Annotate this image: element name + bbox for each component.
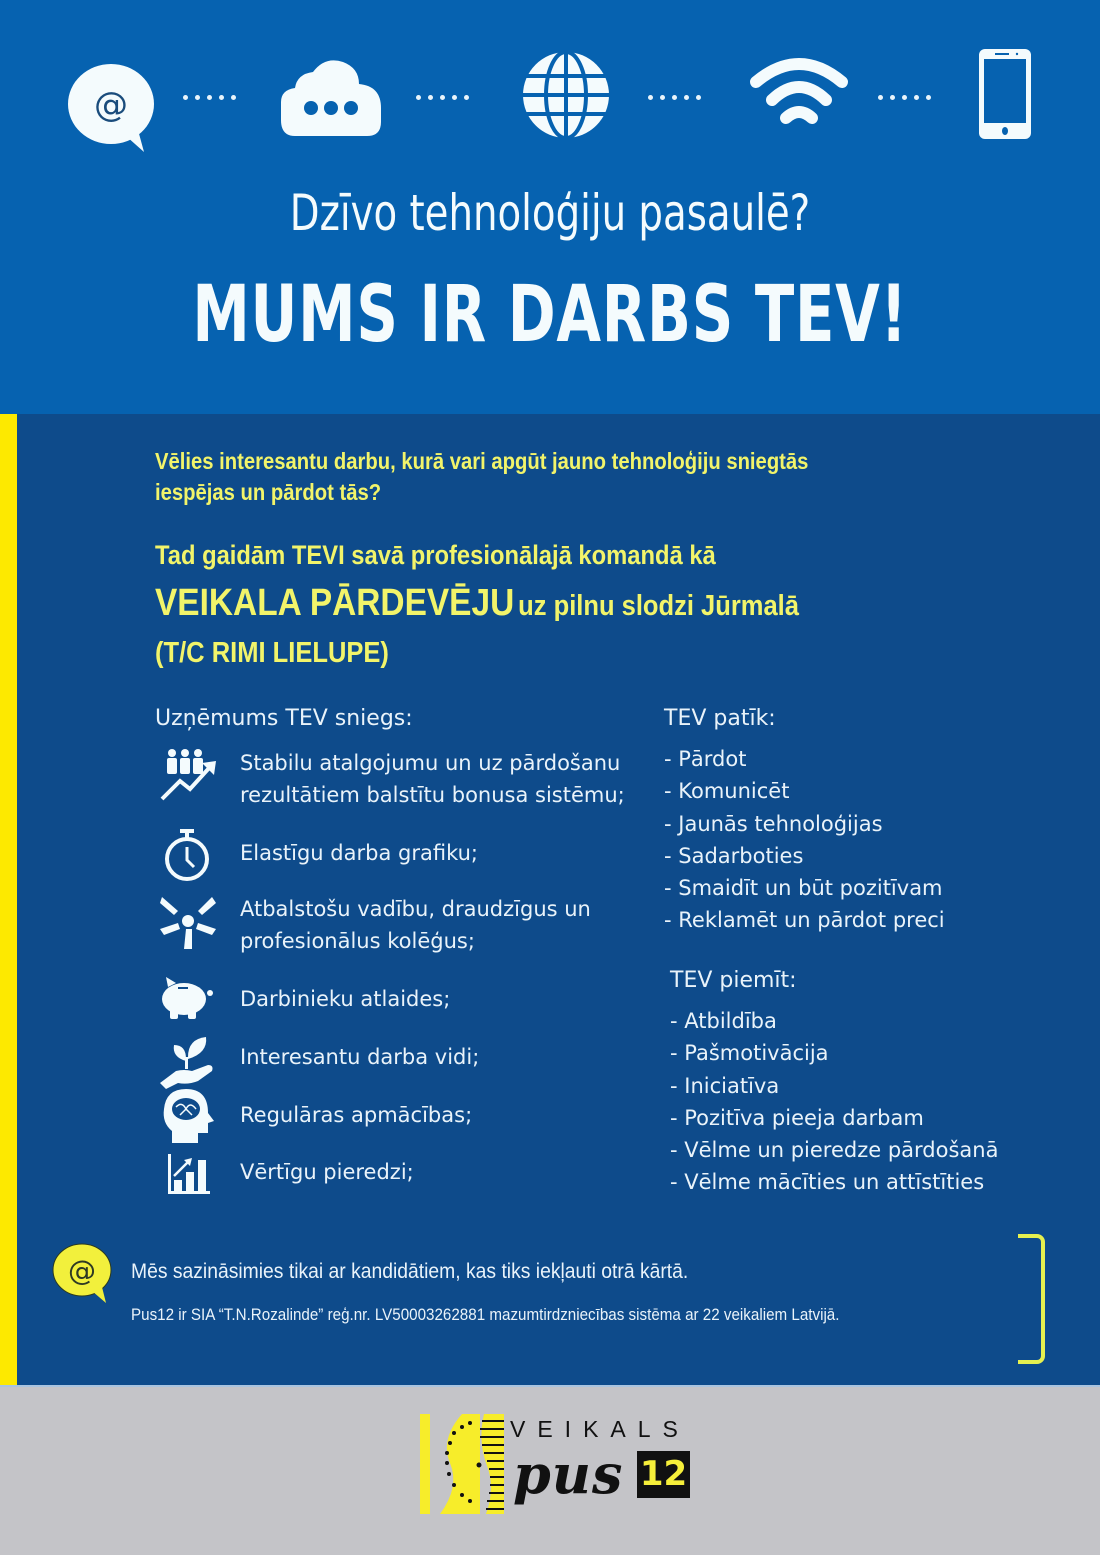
job-location: (T/C RIMI LIELUPE)	[155, 637, 389, 669]
email-at-bubble-icon	[52, 1243, 114, 1303]
cloud-chat-icon	[281, 56, 381, 136]
likes-item: - Smaidīt un būt pozitīvam	[664, 876, 943, 901]
intro-question: Vēlies interesantu darbu, kurā vari apgūt jauno tehnoloģiju sniegtās iespējas un pārdot tās?	[155, 448, 809, 505]
role-heading	[155, 582, 799, 625]
likes-title: TEV patīk:	[664, 706, 776, 731]
traits-item: - Pozitīva pieeja darbam	[670, 1105, 924, 1130]
company-info: Pus12 ir SIA “T.N.Rozalinde” reģ.nr. LV50003262881 mazumtirdzniecības sistēma ar 22 veikaliem Latvijā.	[131, 1306, 840, 1324]
likes-item: - Pārdot	[664, 747, 747, 771]
offer-text: Atbalstošu vadību, draudzīgus un profesionālus kolēģus;	[240, 897, 591, 953]
headline-main: MUMS IR DARBS TEV!	[192, 270, 908, 360]
stopwatch-icon	[158, 827, 218, 883]
offer-text: Vērtīgu pieredzi;	[240, 1160, 414, 1184]
growth-chart-icon	[158, 1152, 218, 1208]
contact-note: Mēs sazināsimies tikai ar kandidātiem, kas tiks iekļauti otrā kārtā.	[131, 1260, 689, 1283]
hand-plant-icon	[158, 1033, 218, 1089]
tech-icons-row	[0, 48, 1100, 148]
offer-text: Darbinieku atlaides;	[240, 987, 451, 1011]
role-suffix: uz pilnu slodzi Jūrmalā	[518, 590, 799, 622]
traits-item: - Atbildība	[670, 1009, 777, 1033]
team-hands-icon	[158, 893, 218, 949]
headline-question: Dzīvo tehnoloģiju pasaulē?	[289, 184, 811, 242]
traits-item: - Pašmotivācija	[670, 1041, 829, 1066]
wifi-icon	[748, 56, 850, 124]
offers-title: Uzņēmums TEV sniegs:	[155, 706, 413, 731]
globe-icon	[522, 51, 610, 139]
people-growth-icon	[158, 747, 218, 803]
traits-item: - Vēlme mācīties un attīstīties	[670, 1170, 985, 1195]
likes-list	[664, 743, 945, 937]
logo-brand: pus	[513, 1442, 624, 1506]
offer-text: Stabilu atalgojumu un uz pārdošanu rezultātiem balstītu bonusa sistēmu;	[240, 751, 625, 807]
traits-list	[670, 1005, 998, 1199]
brain-head-icon	[158, 1087, 218, 1143]
intro-wait: Tad gaidām TEVI savā profesionālajā komandā kā	[155, 540, 716, 570]
piggy-bank-icon	[158, 975, 218, 1031]
traits-title: TEV piemīt:	[670, 968, 797, 993]
offer-text: Interesantu darba vidi;	[240, 1045, 480, 1069]
svg-text:@: @	[94, 85, 128, 125]
smartphone-icon	[979, 49, 1031, 139]
logo-veikals: VEIKALS	[510, 1416, 690, 1442]
offer-text: Regulāras apmācības;	[240, 1103, 473, 1127]
traits-item: - Iniciatīva	[670, 1073, 780, 1098]
likes-item: - Komunicēt	[664, 779, 790, 804]
likes-item: - Reklamēt un pārdot preci	[664, 908, 945, 933]
bracket-decoration	[1018, 1234, 1045, 1364]
role-title: VEIKALA PĀRDEVĒJU	[155, 582, 515, 624]
likes-item: - Jaunās tehnoloģijas	[664, 811, 883, 836]
accent-bar	[0, 414, 17, 1385]
likes-item: - Sadarboties	[664, 843, 804, 868]
logo-number: 12	[637, 1451, 690, 1498]
offer-text: Elastīgu darba grafiku;	[240, 841, 478, 865]
svg-text:@: @	[68, 1254, 96, 1287]
email-at-bubble-icon	[68, 64, 158, 152]
traits-item: - Vēlme un pieredze pārdošanā	[670, 1138, 999, 1163]
